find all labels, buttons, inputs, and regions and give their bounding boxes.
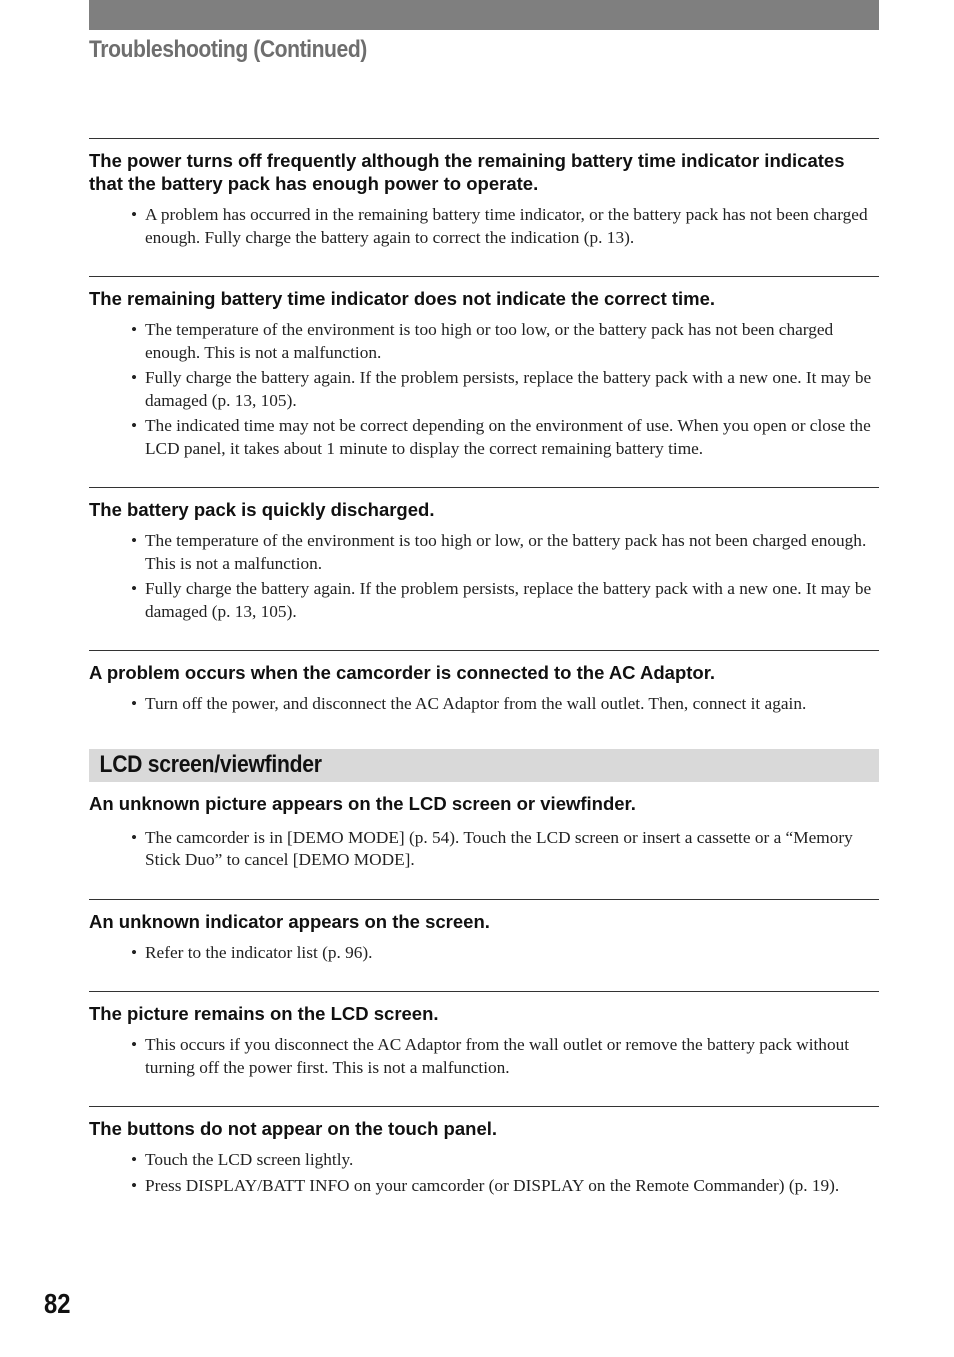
faq-entry <box>89 650 879 716</box>
page-content <box>89 138 879 1200</box>
faq-entry <box>89 487 879 650</box>
faq-answers <box>89 319 879 460</box>
bullet-icon: • <box>131 320 138 339</box>
faq-entry <box>89 899 879 992</box>
faq-answers <box>89 827 879 872</box>
faq-question: An unknown indicator appears on the screen. <box>89 910 490 932</box>
faq-answer: • Press DISPLAY/BATT INFO on your camcorder (or DISPLAY on the Remote Commander) (p. 19). <box>89 1175 879 1198</box>
faq-answers <box>89 942 879 965</box>
faq-answers <box>89 204 879 249</box>
faq-entry <box>89 991 879 1106</box>
faq-entry <box>89 782 879 899</box>
faq-answer: • Refer to the indicator list (p. 96). <box>89 942 879 965</box>
faq-question: The remaining battery time indicator does not indicate the correct time. <box>89 288 716 309</box>
faq-question: The battery pack is quickly discharged. <box>89 499 435 520</box>
bullet-icon: • <box>131 1175 138 1195</box>
bullet-icon: • <box>131 579 138 598</box>
bullet-icon: • <box>131 205 138 224</box>
faq-answers <box>89 693 879 716</box>
faq-question: The picture remains on the LCD screen. <box>89 1003 439 1024</box>
faq-answer: • Touch the LCD screen lightly. <box>89 1149 879 1172</box>
bullet-icon: • <box>131 1035 138 1054</box>
faq-answer: • The indicated time may not be correct depending on the environment of use. When you open or close the LCD panel, it takes about 1 minute to display the correct remaining battery time. <box>131 416 871 458</box>
bullet-icon: • <box>131 368 138 387</box>
header-bar <box>89 0 879 30</box>
faq-question: An unknown picture appears on the LCD screen or viewfinder. <box>89 792 636 814</box>
bullet-icon: • <box>131 1150 138 1169</box>
page-number: 82 <box>44 1288 71 1319</box>
bullet-icon: • <box>131 694 138 713</box>
section-heading-bar <box>89 749 879 782</box>
page-title: Troubleshooting (Continued) <box>89 36 367 63</box>
bullet-icon: • <box>131 416 138 435</box>
faq-entry <box>89 276 879 487</box>
faq-entry <box>89 1106 879 1197</box>
faq-entry <box>89 138 879 276</box>
bullet-icon: • <box>131 942 138 962</box>
faq-answer: • The camcorder is in [DEMO MODE] (p. 54). Touch the LCD screen or insert a cassette or a “Memory Stick Duo” to cancel [DEMO MODE]. <box>131 827 853 869</box>
faq-question: The buttons do not appear on the touch panel. <box>89 1118 498 1139</box>
bullet-icon: • <box>131 827 138 847</box>
faq-answer: • This occurs if you disconnect the AC Adaptor from the wall outlet or remove the battery pack without turning off the power first. This is not a malfunction. <box>131 1035 850 1077</box>
bullet-icon: • <box>131 531 138 550</box>
faq-answer: • Turn off the power, and disconnect the AC Adaptor from the wall outlet. Then, connect it again. <box>89 693 879 716</box>
faq-answer: • Fully charge the battery again. If the problem persists, replace the battery pack with a new one. It may be damaged (p. 13, 105). <box>131 579 872 621</box>
faq-answers <box>89 530 879 623</box>
faq-answer: • The temperature of the environment is too high or too low, or the battery pack has not been charged enough. This is not a malfunction. <box>131 320 834 362</box>
faq-question: A problem occurs when the camcorder is connected to the AC Adaptor. <box>89 662 716 683</box>
section-title: LCD screen/viewfinder <box>99 751 322 778</box>
faq-answers <box>89 1034 879 1079</box>
faq-answers <box>89 1149 879 1197</box>
faq-answer: • The temperature of the environment is too high or low, or the battery pack has not been charged enough. This is not a malfunction. <box>131 531 867 573</box>
faq-answer: • Fully charge the battery again. If the problem persists, replace the battery pack with a new one. It may be damaged (p. 13, 105). <box>131 368 872 410</box>
faq-question: The power turns off frequently although the remaining battery time indicator indicates that the battery pack has enough power to operate. <box>89 150 845 194</box>
faq-answer: • A problem has occurred in the remaining battery time indicator, or the battery pack has not been charged enough. Fully charge the battery again to correct the indication (p. 13). <box>131 205 868 247</box>
